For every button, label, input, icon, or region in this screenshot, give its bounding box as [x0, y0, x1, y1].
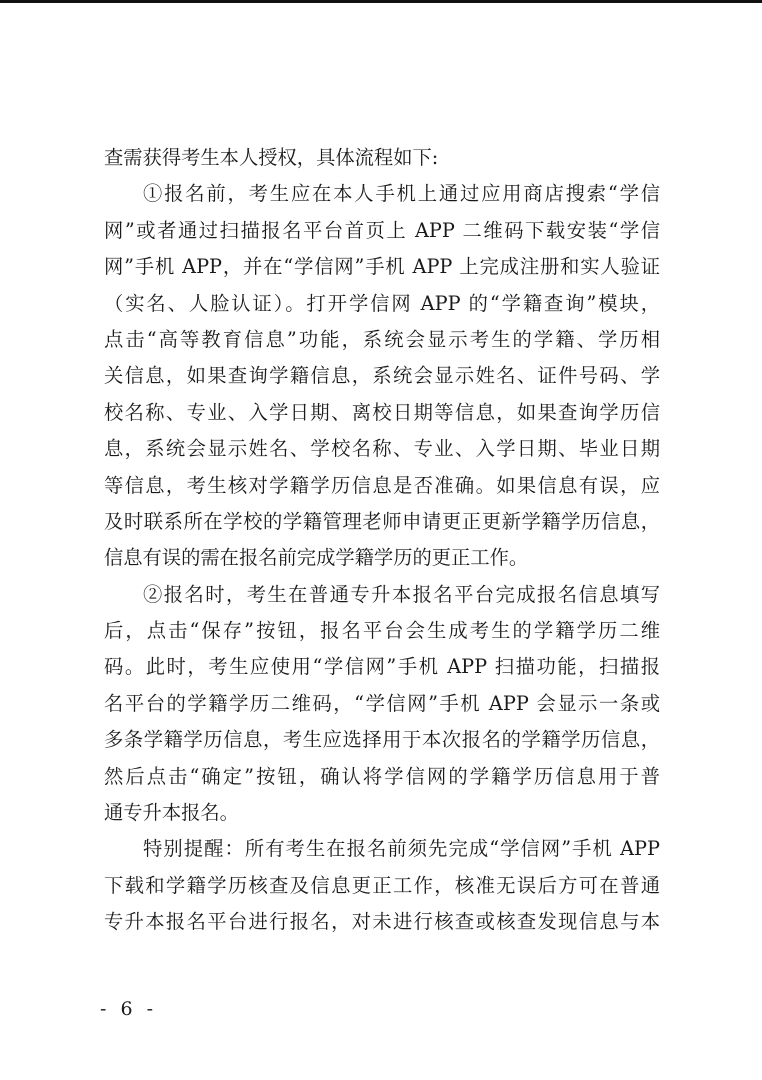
text-line: 后，点击“保存”按钮，报名平台会生成考生的学籍学历二维 — [104, 619, 660, 643]
document-body — [104, 140, 660, 941]
text-line: 下载和学籍学历核查及信息更正工作，核准无误后方可在普通 — [104, 873, 660, 897]
text-line: 关信息，如果查询学籍信息，系统会显示姓名、证件号码、学 — [104, 364, 660, 388]
paragraph-2-first-line: ②报名时，考生在普通专升本报名平台完成报名信息填写 — [143, 582, 660, 606]
text-line: （实名、人脸认证）。打开学信网 APP 的“学籍查询”模块， — [104, 291, 660, 315]
text-line: 信息有误的需在报名前完成学籍学历的更正工作。 — [104, 546, 529, 570]
text-line: 然后点击“确定”按钮，确认将学信网的学籍学历信息用于普 — [104, 764, 660, 788]
text-line: 等信息，考生核对学籍学历信息是否准确。如果信息有误，应 — [104, 473, 660, 497]
text-line: 息，系统会显示姓名、学校名称、专业、入学日期、毕业日期 — [104, 437, 660, 461]
text-line: 点击“高等教育信息”功能，系统会显示考生的学籍、学历相 — [104, 327, 660, 351]
text-line: 码。此时，考生应使用“学信网”手机 APP 扫描功能，扫描报 — [104, 655, 660, 679]
text-line: 查需获得考生本人授权，具体流程如下: — [104, 146, 439, 169]
text-line: 网”手机 APP，并在“学信网”手机 APP 上完成注册和实人验证 — [104, 255, 660, 279]
text-line: 多条学籍学历信息，考生应选择用于本次报名的学籍学历信息， — [104, 728, 660, 752]
text-line: 网”或者通过扫描报名平台首页上 APP 二维码下载安装“学信 — [104, 218, 660, 242]
text-line: 校名称、专业、入学日期、离校日期等信息，如果查询学历信 — [104, 400, 660, 424]
text-line: 名平台的学籍学历二维码，“学信网”手机 APP 会显示一条或 — [104, 691, 660, 715]
paragraph-1-first-line: ①报名前，考生应在本人手机上通过应用商店搜索“学信 — [143, 182, 660, 206]
text-line: 通专升本报名。 — [104, 801, 239, 825]
top-border-line — [0, 0, 762, 3]
page-number: - 6 - — [100, 998, 158, 1020]
text-line: 专升本报名平台进行报名，对未进行核查或核查发现信息与本 — [104, 910, 660, 934]
text-line: 及时联系所在学校的学籍管理老师申请更正更新学籍学历信息， — [104, 509, 660, 533]
reminder-first-line: 特别提醒：所有考生在报名前须先完成“学信网”手机 APP — [143, 837, 660, 861]
